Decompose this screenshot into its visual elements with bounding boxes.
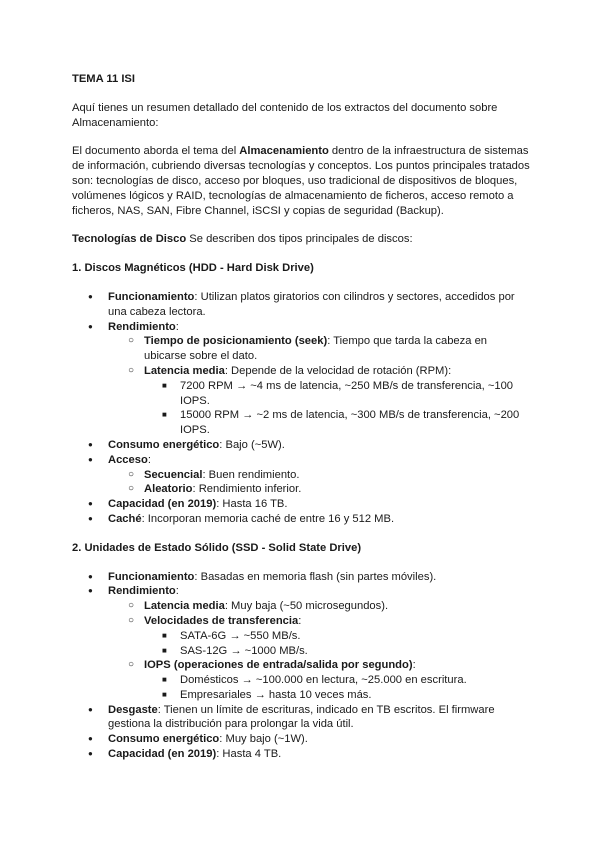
list-item [108, 584, 532, 702]
list-item [108, 732, 532, 747]
item-label: Tiempo de posicionamiento (seek) [144, 335, 328, 348]
ssd-perf-list [144, 599, 532, 703]
list-item [108, 453, 532, 497]
list-item [144, 364, 532, 438]
ssd-heading: 2. Unidades de Estado Sólido (SSD - Solid State Drive) [72, 541, 362, 554]
disk-tech-heading [72, 232, 532, 247]
item-label: IOPS (operaciones de entrada/salida por segundo) [144, 659, 413, 672]
item-label: Latencia media [144, 364, 225, 377]
ssd-iops-list [180, 673, 532, 703]
list-item [108, 703, 532, 733]
item-text: : [175, 585, 179, 598]
item-text: : [298, 614, 302, 627]
item-text: : Buen rendimiento. [202, 468, 300, 481]
hdd-perf-list [144, 334, 532, 438]
ssd-speed-list [180, 629, 532, 659]
item-label: Capacidad (en 2019) [108, 748, 217, 761]
item-label: Aleatorio [144, 483, 193, 496]
item-text: : Hasta 4 TB. [216, 748, 282, 761]
item-label: Velocidades de transferencia [144, 614, 299, 627]
doc-title: TEMA 11 ISI [72, 73, 135, 85]
list-item [108, 570, 532, 585]
list-item [144, 599, 532, 614]
document-content [72, 72, 532, 776]
item-text: : Utilizan platos giratorios con cilindros y sectores, accedidos por una cabeza lectora. [108, 290, 515, 318]
list-item: ■ Domésticos → ~100.000 en lectura, ~25.000 en escritura. [180, 673, 532, 688]
list-item [108, 512, 532, 527]
list-item: ■ SATA-6G → ~550 MB/s. [180, 629, 532, 644]
intro-paragraph: Aquí tienes un resumen detallado del contenido de los extractos del documento sobre Almacenamiento: [72, 101, 498, 129]
item-text: : Basadas en memoria flash (sin partes móviles). [194, 570, 437, 583]
list-item [144, 334, 532, 364]
list-item: ■ SAS-12G → ~1000 MB/s. [180, 644, 532, 659]
item-label: Consumo energético [108, 733, 220, 746]
list-item [108, 290, 532, 320]
overview-paragraph [72, 144, 532, 218]
item-text: : [412, 659, 416, 672]
item-label: Funcionamiento [108, 290, 195, 303]
item-text: : Muy bajo (~1W). [219, 733, 308, 746]
item-text: : Rendimiento inferior. [192, 483, 302, 496]
list-item [108, 747, 532, 762]
list-item [144, 482, 532, 497]
item-label: Secuencial [144, 468, 203, 481]
list-item: ■ Empresariales → hasta 10 veces más. [180, 688, 532, 703]
list-item: ■ 15000 RPM → ~2 ms de latencia, ~300 MB/s de transferencia, ~200 IOPS. [180, 408, 532, 438]
disk-tech-bold: Tecnologías de Disco [72, 233, 187, 246]
item-text: : Depende de la velocidad de rotación (RPM): [224, 364, 452, 377]
item-text: : Hasta 16 TB. [216, 498, 288, 511]
list-item [144, 658, 532, 702]
item-text: : Bajo (~5W). [219, 438, 285, 451]
hdd-rpm-list [180, 379, 532, 438]
item-label: Latencia media [144, 600, 225, 613]
item-label: Rendimiento [108, 585, 176, 598]
item-label: Funcionamiento [108, 570, 195, 583]
list-item [144, 614, 532, 658]
item-label: Desgaste [108, 703, 158, 716]
item-text: : Tienen un límite de escrituras, indicado en TB escritos. El firmware gestiona la distribución para prolongar la vida útil. [108, 703, 495, 731]
item-text: : Muy baja (~50 microsegundos). [224, 600, 389, 613]
overview-post: dentro de la infraestructura de sistemas de información, cubriendo diversas tecnologías y conceptos. Los puntos principales tratados son: tecnologías de disco, acceso por bloques, uso tradicional de dispositivos de bloques, volúmenes lógicos y RAID, tecnologías de almacenamiento de ficheros, acceso remoto a ficheros, NAS, SAN, Fibre Channel, iSCSI y copias de seguridad (Backup). [72, 145, 530, 217]
list-item [108, 320, 532, 438]
item-label: Rendimiento [108, 320, 176, 333]
item-label: Acceso [108, 453, 148, 466]
overview-bold: Almacenamiento [239, 145, 329, 158]
list-item: ■ 7200 RPM → ~4 ms de latencia, ~250 MB/s de transferencia, ~100 IOPS. [180, 379, 532, 409]
hdd-list [108, 290, 532, 527]
item-label: Consumo energético [108, 438, 220, 451]
hdd-heading: 1. Discos Magnéticos (HDD - Hard Disk Drive) [72, 262, 314, 275]
item-text: : [175, 320, 179, 333]
item-label: Caché [108, 512, 142, 525]
item-text: : Tiempo que tarda la cabeza en ubicarse sobre el dato. [144, 335, 488, 363]
list-item [108, 497, 532, 512]
list-item [144, 468, 532, 483]
hdd-access-list [144, 468, 532, 498]
disk-tech-rest: Se describen dos tipos principales de discos: [186, 233, 413, 246]
item-text: : Incorporan memoria caché de entre 16 y 512 MB. [141, 512, 395, 525]
item-label: Capacidad (en 2019) [108, 498, 217, 511]
ssd-list [108, 570, 532, 762]
item-text: : [147, 453, 151, 466]
list-item [108, 438, 532, 453]
overview-pre: El documento aborda el tema del [72, 145, 240, 158]
